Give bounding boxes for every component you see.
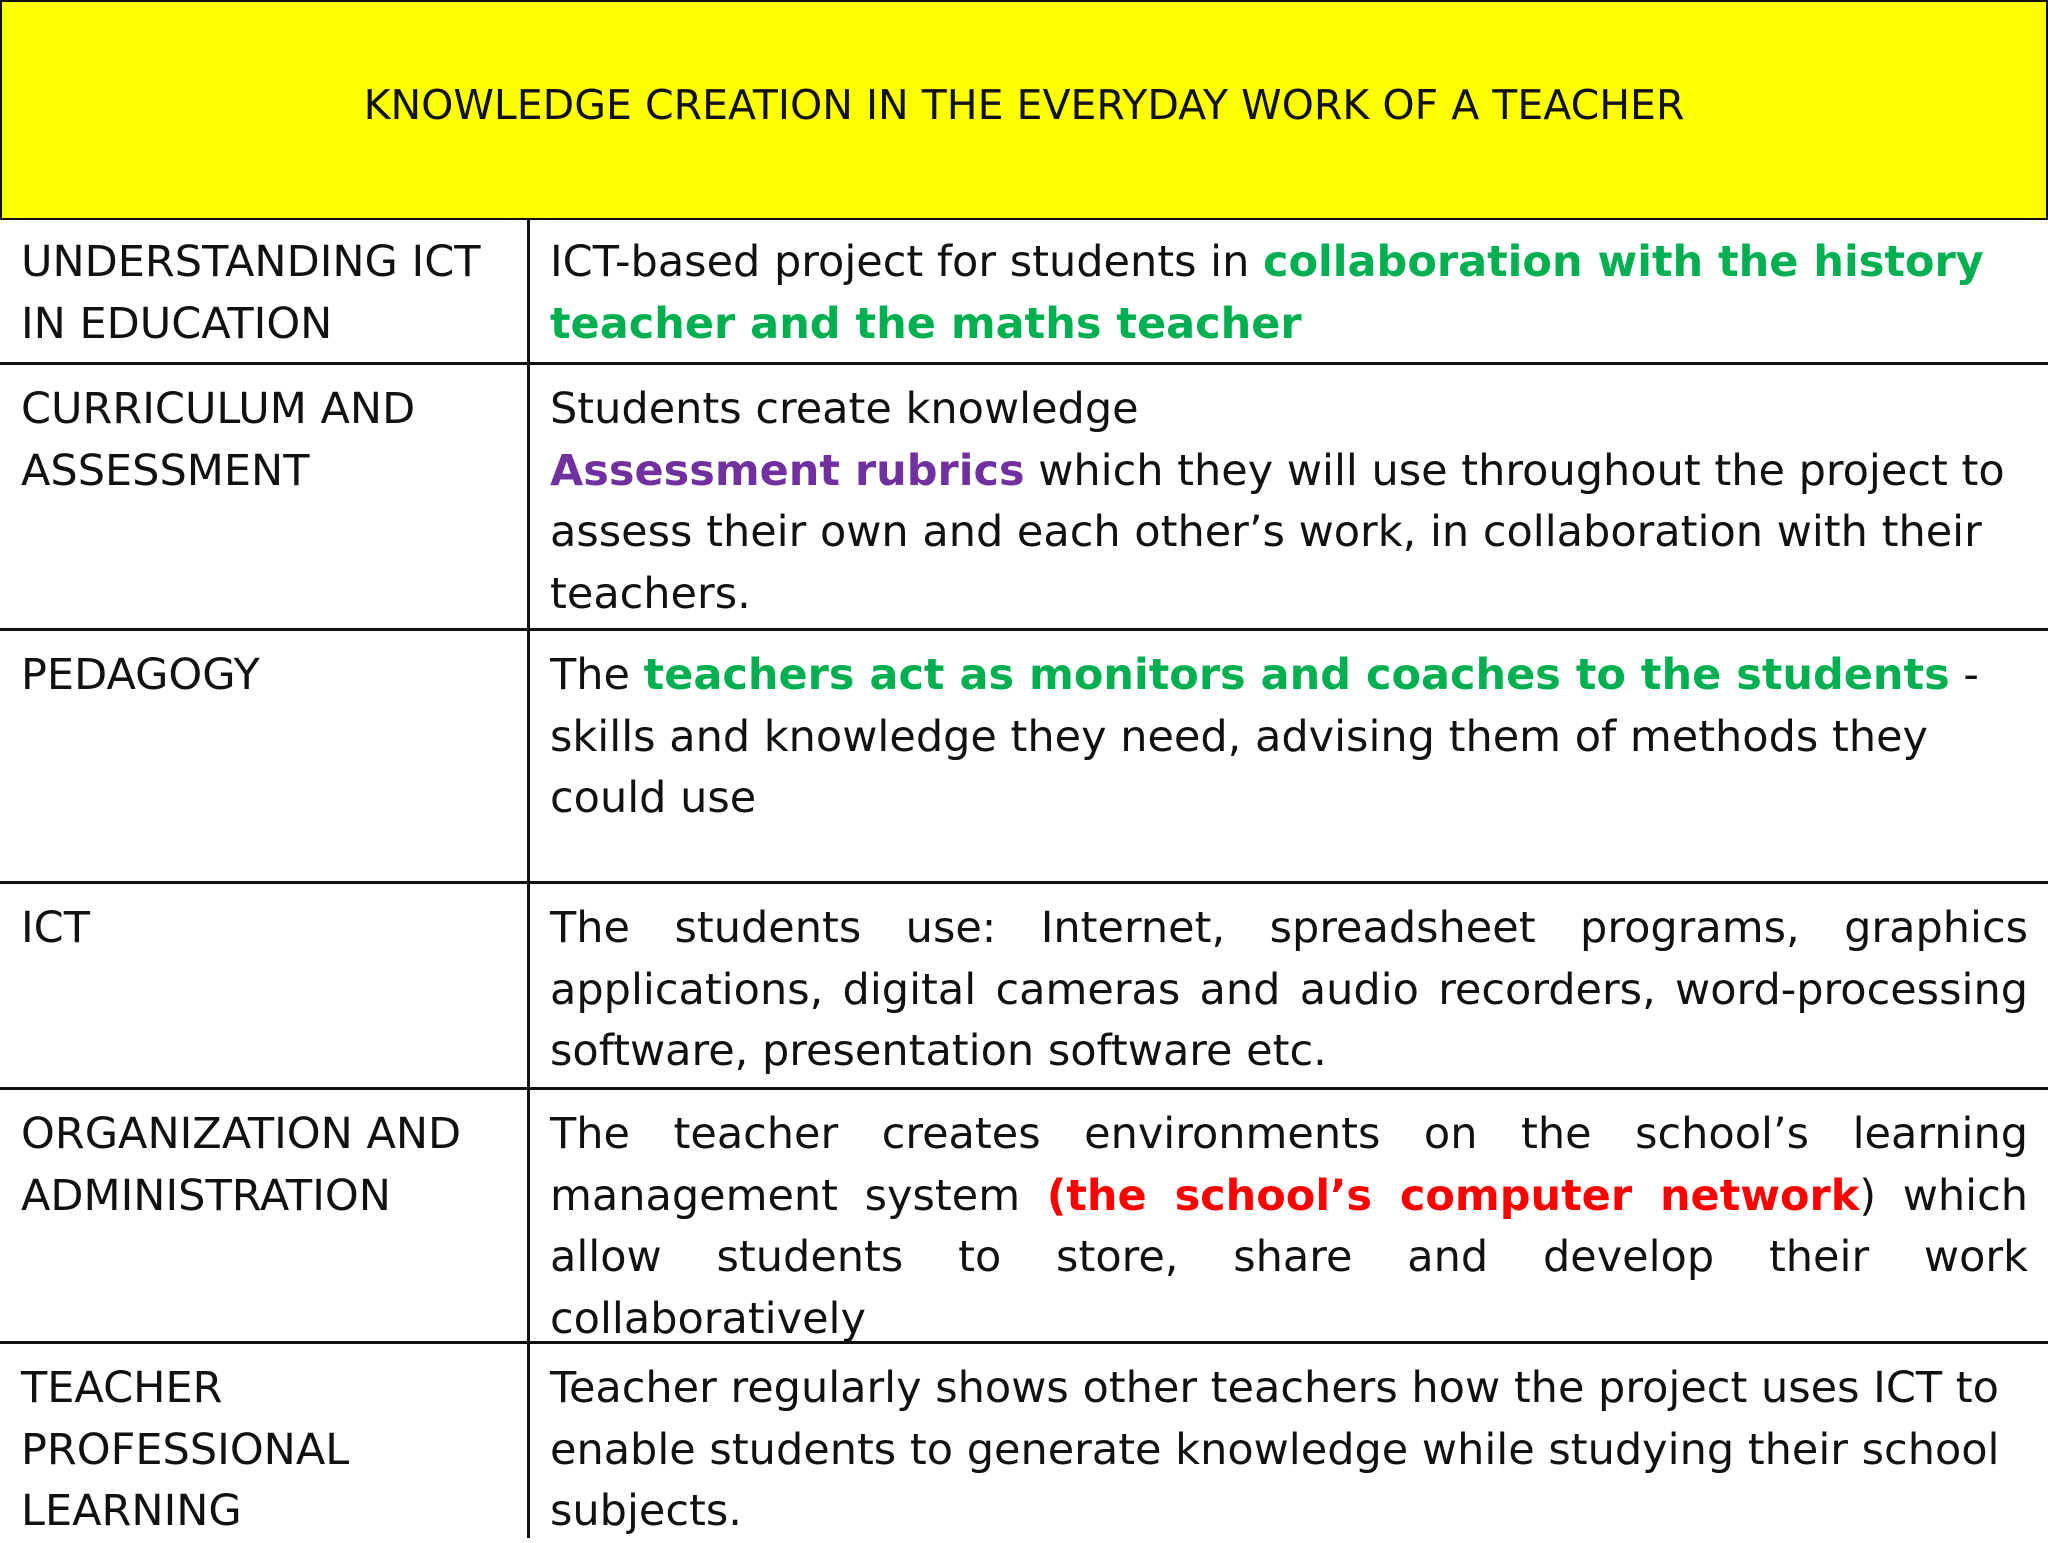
title-band [0,0,2048,220]
row-description-organization [550,1104,2028,1350]
row-label-ict: ICT [21,903,90,953]
row-description-understanding-ict [550,232,2028,355]
desc-text: The teacher creates environments on the school’s learning management system [550,1109,2028,1221]
desc-highlight-network: (the school’s computer network [1046,1170,1860,1221]
row-description-pedagogy [550,645,2028,830]
row-label-curriculum: CURRICULUM AND ASSESSMENT [21,384,416,496]
column-divider [527,218,530,1538]
row-label-teacher-learning: TEACHER PROFESSIONAL LEARNING [21,1363,350,1536]
row-description-ict: The students use: Internet, spreadsheet programs, graphics applications, digital cameras and audio recorders, word-processing software, presentation software etc. [550,903,2028,1076]
table-row [0,1344,2048,1536]
row-label-organization: ORGANIZATION AND ADMINISTRATION [21,1109,462,1221]
row-label-pedagogy: PEDAGOGY [21,650,260,700]
table-row [0,218,2048,365]
desc-text-after: - skills and knowledge they need, advising them of methods they could use [550,650,1979,823]
row-description-teacher-learning: Teacher regularly shows other teachers how the project uses ICT to enable students to generate knowledge while studying their school subjects. [550,1363,2000,1536]
desc-text: ICT-based project for students in [550,237,1264,287]
desc-text: The [550,650,644,700]
row-description-curriculum [550,379,2028,625]
table-row [0,1090,2048,1344]
desc-highlight-rubrics: Assessment rubrics [550,445,1025,496]
row-label-understanding-ict: UNDERSTANDING ICT IN EDUCATION [21,237,481,349]
desc-first-line: Students create knowledge [550,384,1139,434]
table-row [0,365,2048,631]
desc-text-after: ) which allow students to store, share and develop their work collaboratively [550,1170,2028,1344]
table-row [0,631,2048,884]
desc-text: which they will use throughout the project to assess their own and each other’s work, in collaboration with their teachers. [550,445,2005,619]
desc-highlight-monitors: teachers act as monitors and coaches to the students [643,650,1950,700]
slide-title: KNOWLEDGE CREATION IN THE EVERYDAY WORK OF A TEACHER [363,81,1685,129]
desc-highlight-collaboration: collaboration with the history teacher and the maths teacher [550,237,1984,349]
table-row [0,884,2048,1090]
